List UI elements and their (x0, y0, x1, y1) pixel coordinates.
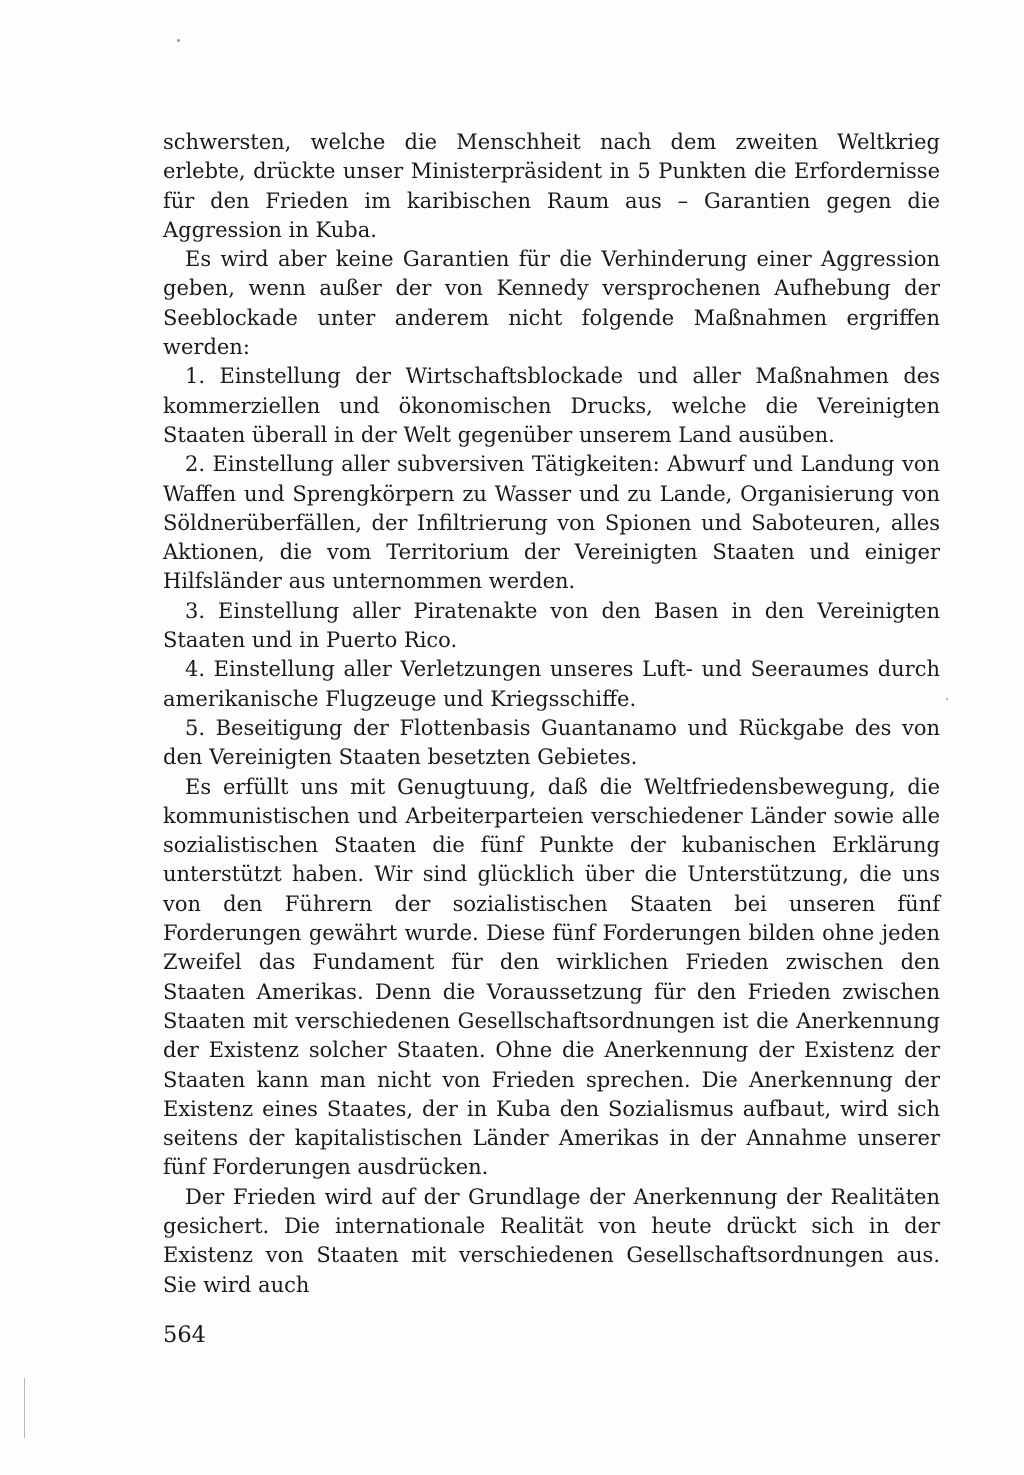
paragraph-continuation: schwersten, welche die Menschheit nach dem zweiten Weltkrieg erlebte, drückte unser Ministerpräsident in 5 Punkten die Erfordernisse für den Frieden im karibischen Raum aus – Garantien gegen die Aggression in Kuba. (163, 130, 940, 242)
scan-speck (946, 698, 948, 700)
list-item-5: 5. Beseitigung der Flottenbasis Guantanamo und Rückgabe des von den Vereinigten Staaten besetzten Gebietes. (163, 715, 940, 770)
paragraph-peace: Der Frieden wird auf der Grundlage der Anerkennung der Realitäten gesichert. Die internationale Realität von heute drückt sich in der Existenz von Staaten mit verschiedenen Gesellschaftsordnungen aus. Sie wird auch (163, 1184, 940, 1297)
scan-speck (177, 39, 180, 42)
list-item-3: 3. Einstellung aller Piratenakte von den Basen in den Vereinigten Staaten und in Puerto Rico. (163, 598, 940, 653)
paragraph-guarantees: Es wird aber keine Garantien für die Verhinderung einer Aggression geben, wenn außer der von Kennedy versprochenen Aufhebung der Seeblockade unter anderem nicht folgende Maßnahmen ergriffen werden: (163, 247, 940, 360)
page-number: 564 (163, 1322, 206, 1348)
body-text (163, 128, 940, 1300)
list-item-1: 1. Einstellung der Wirtschaftsblockade und aller Maßnahmen des kommerziellen und ökonomischen Drucks, welche die Vereinigten Staaten überall in der Welt gegenüber unserem Land ausüben. (163, 364, 940, 447)
scan-edge-mark (24, 1378, 25, 1438)
list-item-4: 4. Einstellung aller Verletzungen unseres Luft- und Seeraumes durch amerikanische Flugzeuge und Kriegsschiffe. (163, 657, 940, 711)
paragraph-support: Es erfüllt uns mit Genugtuung, daß die Weltfriedensbewegung, die kommunistischen und Arbeiterparteien verschiedener Länder sowie alle sozialistischen Staaten die fünf Punkte der kubanischen Erklärung unterstützt haben. Wir sind glücklich über die Unterstützung, die uns von den Führern der sozialistischen Staaten bei unseren fünf Forderungen gewährt wurde. Diese fünf Forderungen bilden ohne jeden Zweifel das Fundament für den wirklichen Frieden zwischen den Staaten Amerikas. Denn die Voraussetzung für den Frieden zwischen Staaten mit verschiedenen Gesellschaftsordnungen ist die Anerkennung der Existenz solcher Staaten. Ohne die Anerkennung der Existenz der Staaten kann man nicht von Frieden sprechen. Die Anerkennung der Existenz eines Staates, der in Kuba den Sozialismus aufbaut, wird sich seitens der kapitalistischen Länder Amerikas in der Annahme unserer fünf Forderungen ausdrücken. (163, 774, 940, 1180)
list-item-2: 2. Einstellung aller subversiven Tätigkeiten: Abwurf und Landung von Waffen und Sprengkörpern zu Wasser und zu Lande, Organisierung von Söldnerüberfällen, der Infiltrierung von Spionen und Saboteuren, alles Aktionen, die vom Territorium der Vereinigten Staaten und einiger Hilfsländer aus unternommen werden. (163, 452, 940, 594)
